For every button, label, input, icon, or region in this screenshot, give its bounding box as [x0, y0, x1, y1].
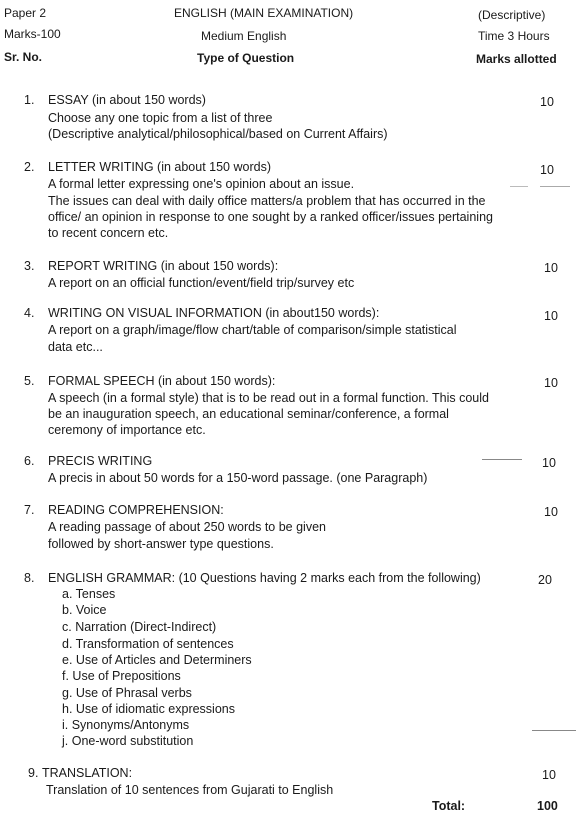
- item-marks: 10: [544, 261, 558, 275]
- item-line: be an inauguration speech, an educational seminar/conference, a formal: [48, 407, 449, 421]
- item-line: A formal letter expressing one's opinion about an issue.: [48, 177, 355, 191]
- item-marks: 10: [544, 309, 558, 323]
- scan-artifact: [510, 186, 528, 187]
- item-title: ENGLISH GRAMMAR: (10 Questions having 2 marks each from the following): [48, 571, 481, 585]
- item-marks: 10: [544, 505, 558, 519]
- item-line: ceremony of importance etc.: [48, 423, 206, 437]
- scan-artifact: [482, 459, 522, 460]
- column-header-type: Type of Question: [197, 51, 295, 65]
- item-marks: 10: [542, 768, 556, 782]
- duration: Time 3 Hours: [478, 29, 550, 43]
- item-title: TRANSLATION:: [42, 766, 133, 780]
- item-line: A reading passage of about 250 words to be given: [48, 520, 326, 534]
- item-line: A report on a graph/image/flow chart/table of comparison/simple statistical: [48, 323, 457, 337]
- item-title: REPORT WRITING (in about 150 words):: [48, 259, 279, 273]
- medium: Medium English: [201, 29, 287, 43]
- total-marks: Marks-100: [4, 27, 61, 41]
- item-line: data etc...: [48, 340, 103, 354]
- item-number: 7.: [24, 503, 35, 517]
- grammar-topic: h. Use of idiomatic expressions: [62, 702, 235, 716]
- item-line: Choose any one topic from a list of three: [48, 111, 273, 125]
- column-header-marks: Marks allotted: [476, 52, 557, 66]
- item-title: LETTER WRITING (in about 150 words): [48, 160, 271, 174]
- item-line: followed by short-answer type questions.: [48, 537, 274, 551]
- total-label: Total:: [432, 799, 466, 813]
- item-number: 6.: [24, 454, 35, 468]
- grammar-topic: e. Use of Articles and Determiners: [62, 653, 252, 667]
- total-value: 100: [537, 799, 558, 813]
- column-header-srno: Sr. No.: [4, 50, 43, 64]
- grammar-topic: j. One-word substitution: [62, 734, 194, 748]
- item-title: PRECIS WRITING: [48, 454, 153, 468]
- item-number: 2.: [24, 160, 35, 174]
- grammar-topic: d. Transformation of sentences: [62, 637, 234, 651]
- grammar-topic: g. Use of Phrasal verbs: [62, 686, 192, 700]
- item-marks: 20: [538, 573, 552, 587]
- grammar-topic: i. Synonyms/Antonyms: [62, 718, 190, 732]
- item-number: 3.: [24, 259, 35, 273]
- item-title: ESSAY (in about 150 words): [48, 93, 206, 107]
- item-line: A report on an official function/event/field trip/survey etc: [48, 276, 355, 290]
- item-line: A precis in about 50 words for a 150-word passage. (one Paragraph): [48, 471, 428, 485]
- item-line: A speech (in a formal style) that is to be read out in a formal function. This could: [48, 391, 489, 405]
- paper-number: Paper 2: [4, 6, 47, 20]
- paper-type: (Descriptive): [478, 8, 546, 22]
- item-marks: 10: [540, 163, 554, 177]
- item-marks: 10: [542, 456, 556, 470]
- item-marks: 10: [544, 376, 558, 390]
- item-title: READING COMPREHENSION:: [48, 503, 224, 517]
- item-number: 5.: [24, 374, 35, 388]
- grammar-topic: a. Tenses: [62, 587, 116, 601]
- item-line: Translation of 10 sentences from Gujarati to English: [46, 783, 334, 797]
- grammar-topic: f. Use of Prepositions: [62, 669, 181, 683]
- scan-artifact: [540, 186, 570, 187]
- item-number: 4.: [24, 306, 35, 320]
- item-title: WRITING ON VISUAL INFORMATION (in about150 words):: [48, 306, 380, 320]
- scan-artifact: [532, 730, 576, 731]
- grammar-topic: c. Narration (Direct-Indirect): [62, 620, 217, 634]
- item-line: to recent concern etc.: [48, 226, 169, 240]
- item-number: 9.: [28, 766, 39, 780]
- item-number: 8.: [24, 571, 35, 585]
- item-line: The issues can deal with daily office matters/a problem that has occurred in the: [48, 194, 486, 208]
- exam-title: ENGLISH (MAIN EXAMINATION): [174, 6, 354, 20]
- item-line: office/ an opinion in response to one sought by a ranked officer/issues pertaining: [48, 210, 493, 224]
- item-line: (Descriptive analytical/philosophical/based on Current Affairs): [48, 127, 388, 141]
- item-number: 1.: [24, 93, 35, 107]
- item-marks: 10: [540, 95, 554, 109]
- item-title: FORMAL SPEECH (in about 150 words):: [48, 374, 276, 388]
- grammar-topic: b. Voice: [62, 603, 107, 617]
